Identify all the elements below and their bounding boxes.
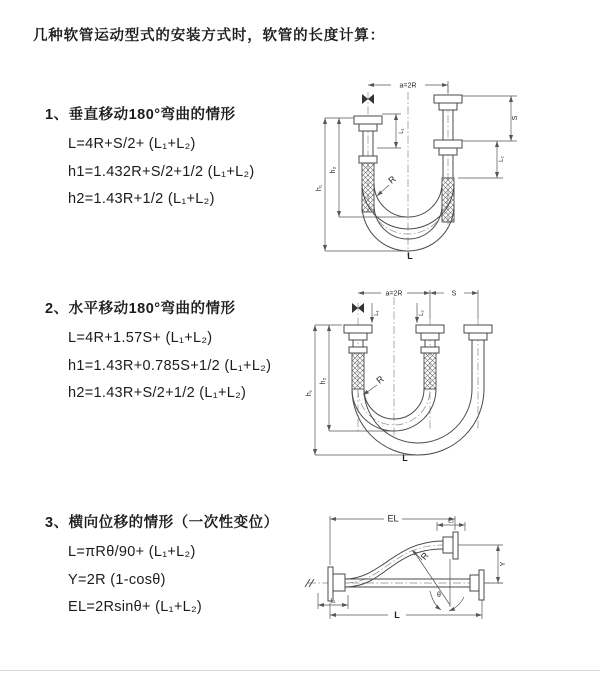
dimension-l1 [372,303,380,323]
dim-label-h2: h₂ [320,377,327,385]
dim-label-h2: h₂ [330,166,337,174]
braided-hose-section [442,178,454,222]
dimension-span [368,81,448,93]
page-title: 几种软管运动型式的安装方式时，软管的长度计算： [33,28,385,44]
dim-label-s: S [512,115,519,121]
diagram-lateral-displacement [298,503,588,648]
formula-line: h2=1.43R+1/2 (L₁+L₂) [68,191,215,207]
diagram-horizontal-180-bend [305,283,570,463]
formula-line: L=4R+S/2+ (L₁+L₂) [68,136,196,152]
hose-curves [352,389,484,455]
radius-label: R [374,373,386,386]
dimension-s [458,96,519,178]
dim-label-y: Y [500,561,507,567]
braided-hose-section [424,353,436,389]
formula-line: h2=1.43R+S/2+1/2 (L₁+L₂) [68,385,247,401]
section-3-heading: 3、横向位移的情形（一次性变位） [45,515,279,531]
formula-line: L=4R+1.57S+ (L₁+L₂) [68,330,213,346]
diagram-vertical-180-bend [313,70,563,262]
dimension-l2 [437,519,465,532]
dimension-heights [306,325,418,455]
dim-label-l2: L₂ [448,518,454,525]
dimension-l2 [417,303,425,323]
dim-label-s: S [451,290,457,298]
centerlines [368,86,448,256]
section-lateral-displacement [45,511,315,622]
dim-label-el: EL [387,513,399,524]
dim-label-l1: L₁ [399,128,405,134]
angle-theta [415,553,464,611]
scan-edge-line [0,670,600,671]
length-label: L [407,251,413,261]
section-vertical-movement [45,103,315,214]
section-2-heading: 2、水平移动180°弯曲的情形 [45,301,236,317]
formula-line: h1=1.432R+S/2+1/2 (L₁+L₂) [68,163,255,180]
dim-label-l1: L₁ [330,598,336,605]
dim-label-span: a=2R [399,82,417,90]
radius-label: R [386,173,398,186]
radius-leader [412,550,431,562]
radius-leader [363,373,386,395]
dim-label-span: a=2R [385,290,403,298]
left-flange-assembly [328,567,345,601]
radius-leader [377,173,398,196]
left-flange-assembly [344,325,372,389]
middle-flange-assembly [416,325,444,389]
radius-label: R [418,550,431,562]
braided-hose-section [352,353,364,389]
dim-label-l2: L₂ [419,310,425,316]
braided-hose-section [362,163,374,212]
length-label: L [402,453,408,463]
formula-line: L=πRθ/90+ (L₁+L₂) [68,544,196,560]
dim-label-h1: h₁ [316,184,323,192]
dimension-el [330,514,455,566]
dim-label-l1: L₁ [374,310,380,316]
centerlines [358,297,478,438]
angle-label: θ [437,592,441,599]
section-1-heading: 1、垂直移动180°弯曲的情形 [45,107,236,123]
section-horizontal-movement [45,297,315,408]
formula-line: h1=1.43R+0.785S+1/2 (L₁+L₂) [68,357,272,374]
dim-label-h1: h₁ [306,389,313,397]
formula-line: Y=2R (1-cosθ) [68,571,166,588]
dimension-l [330,600,482,620]
dim-label-l2: L₂ [499,156,505,162]
length-label: L [394,610,400,620]
formula-line: EL=2Rsinθ+ (L₁+L₂) [68,599,203,615]
